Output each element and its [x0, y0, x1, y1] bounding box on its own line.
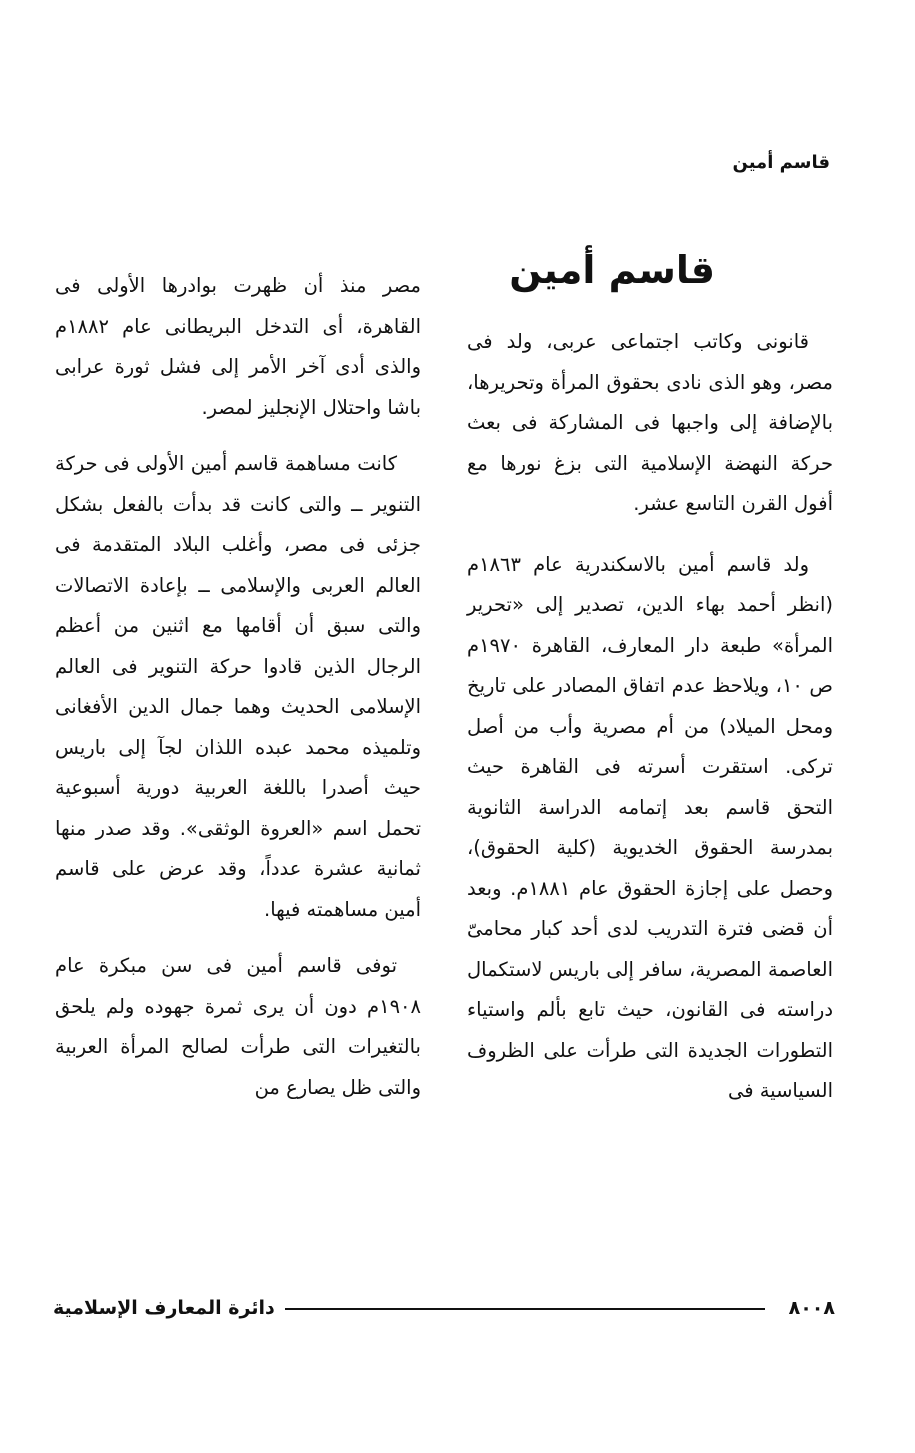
- paragraph: ولد قاسم أمين بالاسكندرية عام ١٨٦٣م (انظر أحمد بهاء الدين، تصدير إلى «تحرير المرأة» طبعة دار المعارف، القاهرة ١٩٧٠م ص ١٠، ويلاحظ عدم اتفاق المصادر على تاريخ ومحل الميلاد) من أم مصرية وأب من أصل تركى. استقرت أسرته فى القاهرة حيث التحق قاسم بعد إتمامه الدراسة الثانوية بمدرسة الحقوق الخديوية (كلية الحقوق)، وحصل على إجازة الحقوق عام ١٨٨١م. وبعد أن قضى فترة التدريب لدى أحد كبار محامىّ العاصمة المصرية، سافر إلى باريس لاستكمال دراسته فى القانون، حيث تابع بألم واستياء التطورات الجديدة التى طرأت على الظروف السياسية فى: [467, 552, 833, 1102]
- paragraph: قانونى وكاتب اجتماعى عربى، ولد فى مصر، وهو الذى نادى بحقوق المرأة وتحريرها، بالإضافة إلى واجبها فى المشاركة فى بعث حركة النهضة الإسلامية التى بزغ نورها مع أفول القرن التاسع عشر.: [467, 330, 833, 515]
- paragraph: توفى قاسم أمين فى سن مبكرة عام ١٩٠٨م دون أن يرى ثمرة جهوده ولم يلحق بالتغيرات التى طرأت لصالح المرأة العربية والتى ظل يصارع من: [55, 954, 421, 1099]
- left-column: [55, 266, 421, 1108]
- publication-title: دائرة المعارف الإسلامية: [53, 1297, 275, 1319]
- page-number: ٨٠٠٨: [788, 1297, 835, 1319]
- footer-rule: [285, 1308, 765, 1310]
- right-column: [467, 322, 833, 1112]
- article-title: قاسم أمين: [509, 248, 715, 292]
- paragraph: مصر منذ أن ظهرت بوادرها الأولى فى القاهرة، أى التدخل البريطانى عام ١٨٨٢م والذى أدى آخر الأمر إلى فشل ثورة عرابى باشا واحتلال الإنجليز لمصر.: [55, 274, 421, 419]
- page-footer: [53, 1293, 835, 1323]
- paragraph: كانت مساهمة قاسم أمين الأولى فى حركة التنوير ــ والتى كانت قد بدأت بالفعل بشكل جزئى فى مصر، وأغلب البلاد المتقدمة فى العالم العربى والإسلامى ــ بإعادة الاتصالات والتى سبق أن أقامها مع اثنين من أعظم الرجال الذين قادوا حركة التنوير فى العالم الإسلامى الحديث وهما جمال الدين الأفغانى وتلميذه محمد عبده اللذان لجآ إلى باريس حيث أصدرا باللغة العربية دورية أسبوعية تحمل اسم «العروة الوثقى». وقد صدر منها ثمانية عشرة عدداً، وقد عرض على قاسم أمين مساهمته فيها.: [55, 452, 421, 921]
- running-head: قاسم أمين: [732, 152, 830, 173]
